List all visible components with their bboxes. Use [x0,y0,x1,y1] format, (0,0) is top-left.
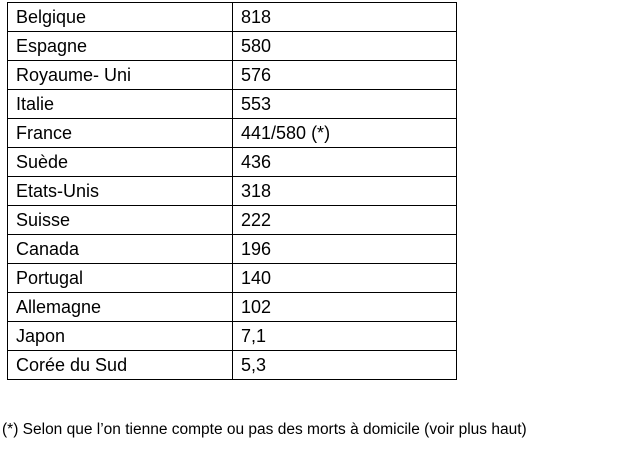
table-row [8,264,457,293]
table-row [8,90,457,119]
country-cell: Suisse [8,206,233,235]
value-cell: 102 [233,293,457,322]
value-cell: 553 [233,90,457,119]
table-row [8,351,457,380]
value-cell: 318 [233,177,457,206]
country-cell: Portugal [8,264,233,293]
table-row [8,235,457,264]
value-cell: 140 [233,264,457,293]
table-row [8,148,457,177]
country-cell: Suède [8,148,233,177]
table-row [8,32,457,61]
value-cell: 441/580 (*) [233,119,457,148]
value-cell: 580 [233,32,457,61]
country-cell: Italie [8,90,233,119]
footnote: (*) Selon que l’on tienne compte ou pas des morts à domicile (voir plus haut) [2,421,527,438]
country-cell: Etats-Unis [8,177,233,206]
value-cell: 576 [233,61,457,90]
value-cell: 196 [233,235,457,264]
table-row [8,206,457,235]
country-cell: Royaume- Uni [8,61,233,90]
country-cell: Japon [8,322,233,351]
table-row [8,322,457,351]
country-cell: Corée du Sud [8,351,233,380]
table-row [8,61,457,90]
value-cell: 5,3 [233,351,457,380]
country-cell: Allemagne [8,293,233,322]
value-cell: 7,1 [233,322,457,351]
country-cell: Canada [8,235,233,264]
data-table [7,2,457,380]
country-cell: Belgique [8,3,233,32]
value-cell: 818 [233,3,457,32]
table-row [8,177,457,206]
country-cell: Espagne [8,32,233,61]
country-cell: France [8,119,233,148]
value-cell: 222 [233,206,457,235]
value-cell: 436 [233,148,457,177]
table-row [8,3,457,32]
table-row [8,119,457,148]
table-row [8,293,457,322]
table-body [8,3,457,380]
